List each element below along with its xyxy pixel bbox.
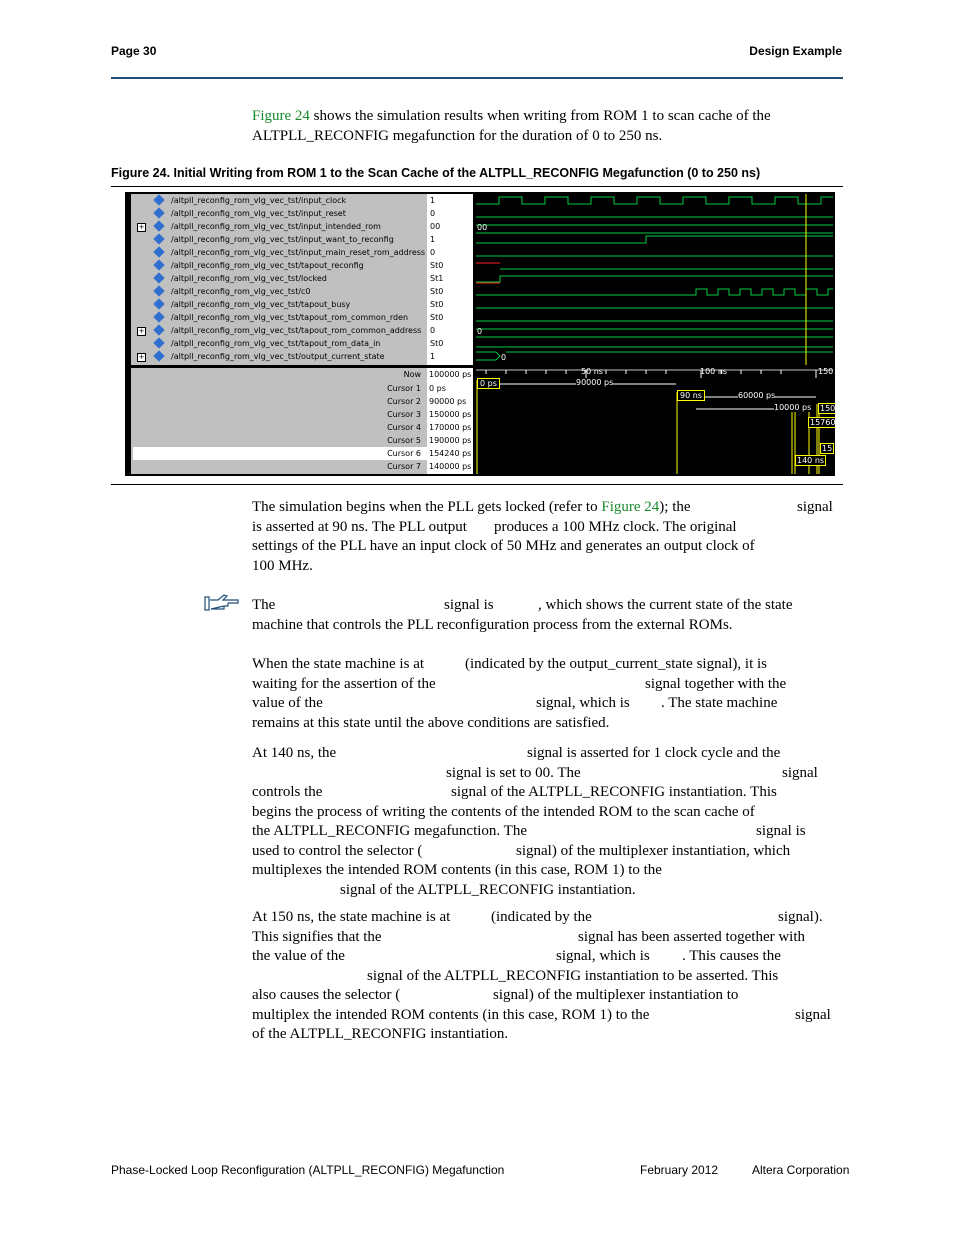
cursor-tag-3: 60000 ps xyxy=(738,391,776,400)
cursor-tag-5: 15760 xyxy=(808,417,835,428)
cursor-tag-1: 0 ps xyxy=(477,378,500,389)
signal-value-pane xyxy=(427,194,473,365)
signal-diamond-icon xyxy=(153,324,164,335)
paragraph-140ns: At 140 ns, the signal is asserted for 1 clock cycle and the signal is set to 00. The signal controls the signal of the ALTPLL_RECONFIG instantiation. This begins the process of writing the contents of the intended ROM to the scan cache of the ALTPLL_RECONFIG megafunction. The signal is used to control the selector ( signal) of the multiplexer instantiation, which multiplexes the intended ROM contents (in this case, ROM 1) to the signal of the ALTPLL_RECONFIG instantiation. xyxy=(252,745,818,898)
trace-rom-address xyxy=(476,329,833,337)
figure-top-rule xyxy=(111,186,843,187)
signal-name-pane xyxy=(131,194,427,365)
signal-name[interactable]: /altpll_reconfig_rom_vlg_vec_tst/c0 xyxy=(171,287,311,296)
selected-cursor-highlight xyxy=(133,447,427,460)
section-title: Design Example xyxy=(749,44,842,58)
timeline-50ns: 50 ns xyxy=(581,367,603,376)
signal-value: St0 xyxy=(430,300,444,309)
paragraph-state-machine: When the state machine is at (indicated by the output_current_state signal), it is waiting for the assertion of the signal together with the value of the signal, which is . The state machine remains at this state until the above conditions are satisfied. xyxy=(252,656,787,731)
signal-value: 0 xyxy=(430,326,436,335)
signal-diamond-icon xyxy=(153,298,164,309)
cursor-value: 0 ps xyxy=(429,384,446,393)
trace-locked xyxy=(476,276,833,282)
cursor-value: 150000 ps xyxy=(429,410,472,419)
cursor-label[interactable]: Cursor 6 xyxy=(387,449,421,458)
signal-diamond-icon xyxy=(153,259,164,270)
signal-diamond-icon xyxy=(153,207,164,218)
figure-link-2[interactable]: Figure 24 xyxy=(601,499,660,515)
trace-c0 xyxy=(476,289,833,295)
signal-diamond-icon xyxy=(153,233,164,244)
signal-value: St0 xyxy=(430,261,444,270)
signal-diamond-icon xyxy=(153,246,164,257)
cursor-name-pane xyxy=(131,368,427,474)
intro-paragraph: Figure 24 shows the simulation results when writing from ROM 1 to scan cache of the ALTPLL_RECONFIG megafunction for the duration of 0 to 250 ns. xyxy=(252,108,771,144)
trace-intended-rom xyxy=(476,225,833,233)
figure-title: Figure 24. Initial Writing from ROM 1 to the Scan Cache of the ALTPLL_RECONFIG Megafunction (0 to 250 ns) xyxy=(111,166,761,180)
signal-value: 0 xyxy=(430,209,436,218)
signal-value: St0 xyxy=(430,287,444,296)
signal-diamond-icon xyxy=(153,285,164,296)
figure-bottom-rule xyxy=(111,484,843,485)
expand-toggle-icon[interactable]: + xyxy=(138,327,145,335)
cursor-tag-2: 90000 ps xyxy=(576,378,614,387)
signal-diamond-icon xyxy=(153,311,164,322)
cursor-tag-7: 140 ns xyxy=(797,456,825,465)
signal-name[interactable]: /altpll_reconfig_rom_vlg_vec_tst/tapout_busy xyxy=(171,300,351,309)
cursor-label[interactable]: Cursor 2 xyxy=(387,397,421,406)
trace-input-clock xyxy=(476,197,833,204)
timeline-100ns: 100 ns xyxy=(700,367,728,376)
signal-value: 0 xyxy=(430,248,436,257)
signal-diamond-icon xyxy=(153,272,164,283)
trace-want-to-reconfig xyxy=(476,236,833,243)
signal-diamond-icon xyxy=(153,194,164,205)
note-paragraph: The signal is , which shows the current state of the state machine that controls the PLL reconfiguration process from the external ROMs. xyxy=(252,597,793,633)
footer-title: Phase-Locked Loop Reconfiguration (ALTPLL_RECONFIG) Megafunction xyxy=(111,1163,505,1177)
signal-value: 1 xyxy=(430,352,436,361)
signal-diamond-icon xyxy=(153,350,164,361)
wave-label-state: 0 xyxy=(501,353,507,362)
trace-current-state-edge xyxy=(496,352,500,360)
signal-name[interactable]: /altpll_reconfig_rom_vlg_vec_tst/tapout_rom_common_address xyxy=(171,326,422,335)
header-rule xyxy=(111,77,843,79)
paragraph-150ns: At 150 ns, the state machine is at (indicated by the signal). This signifies that the signal has been asserted together with the value of the signal, which is . This causes the signal of the ALTPLL_RECONFIG instantiation to be asserted. This also causes the selector ( signal) of the multiplexer instantiation to multiplex the intended ROM contents (in this case, ROM 1) to the signal of the ALTPLL_RECONFIG instantiation. xyxy=(252,909,831,1042)
cursor-timeline-pane xyxy=(476,368,833,474)
footer-date: February 2012 xyxy=(640,1163,719,1177)
signal-name[interactable]: /altpll_reconfig_rom_vlg_vec_tst/tapout_reconfig xyxy=(171,261,364,270)
signal-name[interactable]: /altpll_reconfig_rom_vlg_vec_tst/input_main_reset_rom_address xyxy=(171,248,426,257)
cursor-value: 154240 ps xyxy=(429,449,472,458)
cursor-tag-4b: 150 xyxy=(818,403,835,414)
wave-label-rom: 00 xyxy=(477,223,488,232)
cursor-value: 90000 ps xyxy=(429,397,467,406)
expand-toggle-icon[interactable]: + xyxy=(138,353,145,361)
cursor-label[interactable]: Cursor 1 xyxy=(387,384,421,393)
signal-diamond-icon xyxy=(153,337,164,348)
signal-name[interactable]: /altpll_reconfig_rom_vlg_vec_tst/input_intended_rom xyxy=(171,222,381,231)
paragraph-simulation-begins: The simulation begins when the PLL gets locked (refer to Figure 24); the signal is asserted at 90 ns. The PLL output produces a 100 MHz clock. The original settings of the PLL have an input clock of 50 MHz and generates an output clock of 100 MHz. xyxy=(252,499,833,574)
signal-value: 1 xyxy=(430,196,436,205)
signal-name[interactable]: /altpll_reconfig_rom_vlg_vec_tst/tapout_rom_data_in xyxy=(171,339,381,348)
signal-value: St0 xyxy=(430,313,444,322)
cursor-label[interactable]: Cursor 3 xyxy=(387,410,421,419)
timeline-150ns: 150 xyxy=(818,367,834,376)
wave-pane xyxy=(476,194,833,365)
waveform-svg xyxy=(476,194,833,365)
cursor-value: 140000 ps xyxy=(429,462,472,471)
signal-value: 1 xyxy=(430,235,436,244)
footer-company: Altera Corporation xyxy=(752,1163,850,1177)
signal-value: St1 xyxy=(430,274,444,283)
note-hand-icon xyxy=(204,594,240,614)
cursor-tag-6: 15 xyxy=(822,444,833,453)
cursor-label[interactable]: Cursor 7 xyxy=(387,462,421,471)
cursor-tag-4: 10000 ps xyxy=(774,403,812,412)
cursor-value-pane xyxy=(427,368,473,474)
signal-value: St0 xyxy=(430,339,444,348)
signal-name[interactable]: /altpll_reconfig_rom_vlg_vec_tst/input_reset xyxy=(171,209,346,218)
page-number: Page 30 xyxy=(111,44,157,58)
cursor-value: 190000 ps xyxy=(429,436,472,445)
cursor-tag-2b: 90 ns xyxy=(677,390,705,401)
trace-tapout-reconfig-red xyxy=(476,263,833,269)
signal-name[interactable]: /altpll_reconfig_rom_vlg_vec_tst/input_clock xyxy=(171,196,347,205)
signal-name[interactable]: /altpll_reconfig_rom_vlg_vec_tst/input_want_to_reconfig xyxy=(171,235,394,244)
trace-current-state xyxy=(476,352,833,360)
signal-name[interactable]: /altpll_reconfig_rom_vlg_vec_tst/locked xyxy=(171,274,327,283)
cursor-svg xyxy=(476,368,833,474)
signal-name[interactable]: /altpll_reconfig_rom_vlg_vec_tst/tapout_rom_common_rden xyxy=(171,313,409,322)
cursor-label[interactable]: Cursor 5 xyxy=(387,436,421,445)
cursor-label[interactable]: Cursor 4 xyxy=(387,423,421,432)
figure-link[interactable]: Figure 24 xyxy=(252,108,310,124)
expand-toggle-icon[interactable]: + xyxy=(138,223,145,231)
signal-value: 00 xyxy=(430,222,441,231)
wave-label-addr: 0 xyxy=(477,327,483,336)
cursor-value: 170000 ps xyxy=(429,423,472,432)
now-value: 100000 ps xyxy=(429,370,472,379)
simulation-waveform xyxy=(125,192,835,476)
signal-name[interactable]: /altpll_reconfig_rom_vlg_vec_tst/output_current_state xyxy=(171,352,385,361)
signal-diamond-icon xyxy=(153,220,164,231)
now-label: Now xyxy=(403,370,421,379)
